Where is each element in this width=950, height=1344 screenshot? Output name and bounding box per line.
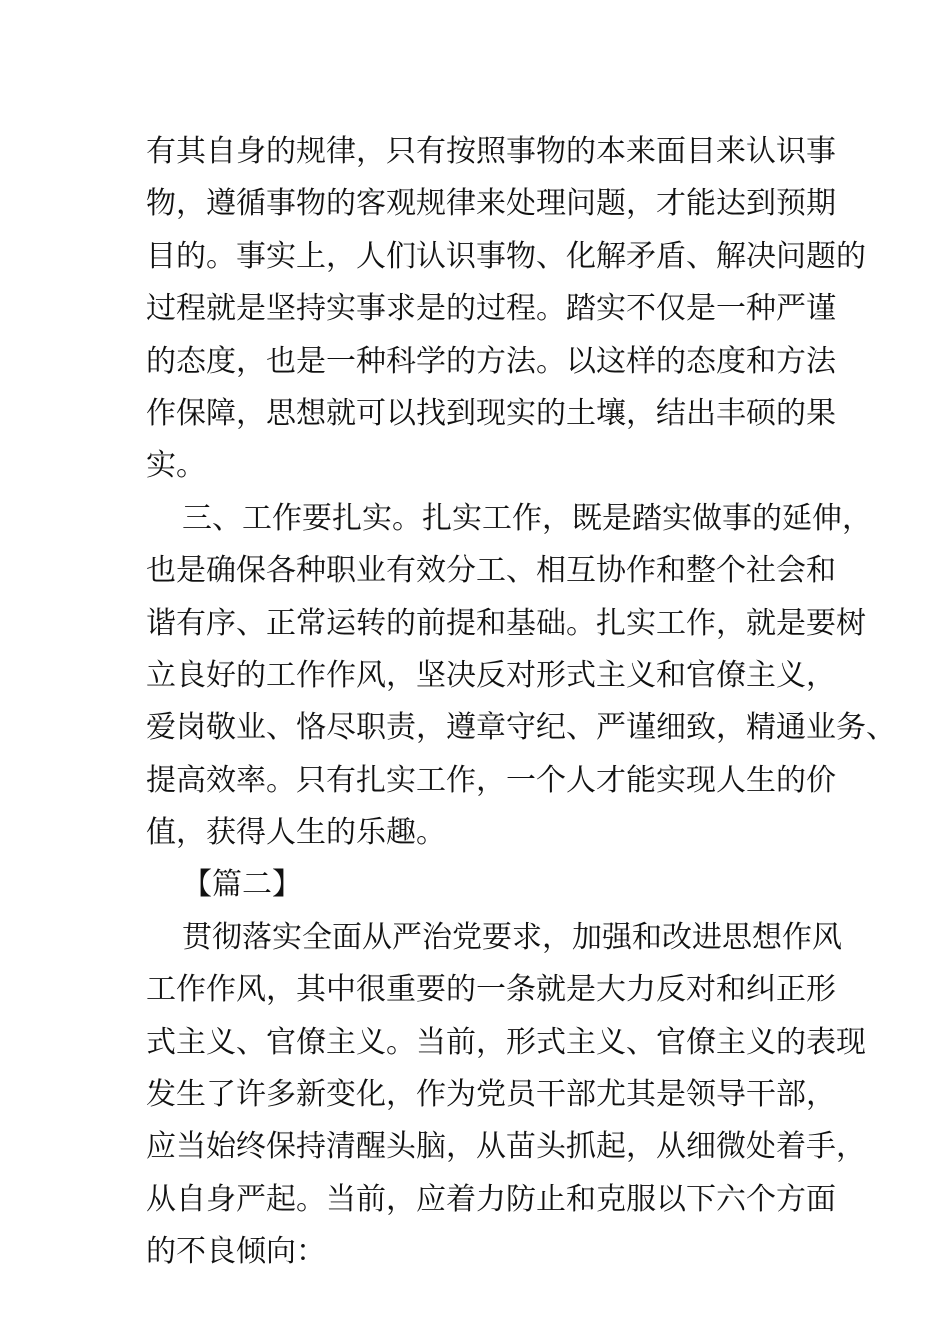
text-line: 应当始终保持清醒头脑，从苗头抓起，从细微处着手， xyxy=(146,1129,866,1165)
text-line: 物，遵循事物的客观规律来处理问题，才能达到预期 xyxy=(146,186,836,222)
text-line: 的不良倾向： xyxy=(146,1234,326,1270)
section-heading-part-two: 【篇二】 xyxy=(182,867,302,903)
body-text xyxy=(146,126,896,1279)
text-line: 值，获得人生的乐趣。 xyxy=(146,815,446,851)
text-line: 实。 xyxy=(146,448,206,484)
text-line: 目的。事实上，人们认识事物、化解矛盾、解决问题的 xyxy=(146,238,866,274)
text-line: 过程就是坚持实事求是的过程。踏实不仅是一种严谨 xyxy=(146,291,836,327)
text-line: 也是确保各种职业有效分工、相互协作和整个社会和 xyxy=(146,553,836,589)
section-three-start: 三、工作要扎实。扎实工作，既是踏实做事的延伸， xyxy=(182,500,872,536)
text-line: 从自身严起。当前，应着力防止和克服以下六个方面 xyxy=(146,1181,836,1217)
text-line: 有其自身的规律，只有按照事物的本来面目来认识事 xyxy=(146,134,836,169)
text-line: 立良好的工作作风，坚决反对形式主义和官僚主义， xyxy=(146,657,836,693)
text-line: 发生了许多新变化，作为党员干部尤其是领导干部， xyxy=(146,1077,836,1113)
text-line: 的态度，也是一种科学的方法。以这样的态度和方法 xyxy=(146,343,836,379)
text-line: 工作作风，其中很重要的一条就是大力反对和纠正形 xyxy=(146,972,836,1008)
paragraph-start: 贯彻落实全面从严治党要求，加强和改进思想作风 xyxy=(182,919,842,955)
text-line: 谐有序、正常运转的前提和基础。扎实工作，就是要树 xyxy=(146,605,866,641)
text-line: 提高效率。只有扎实工作，一个人才能实现人生的价 xyxy=(146,762,836,798)
text-line: 式主义、官僚主义。当前，形式主义、官僚主义的表现 xyxy=(146,1024,866,1060)
text-line: 爱岗敬业、恪尽职责，遵章守纪、严谨细致，精通业务、 xyxy=(146,710,896,746)
text-line: 作保障，思想就可以找到现实的土壤，结出丰硕的果 xyxy=(146,395,836,431)
